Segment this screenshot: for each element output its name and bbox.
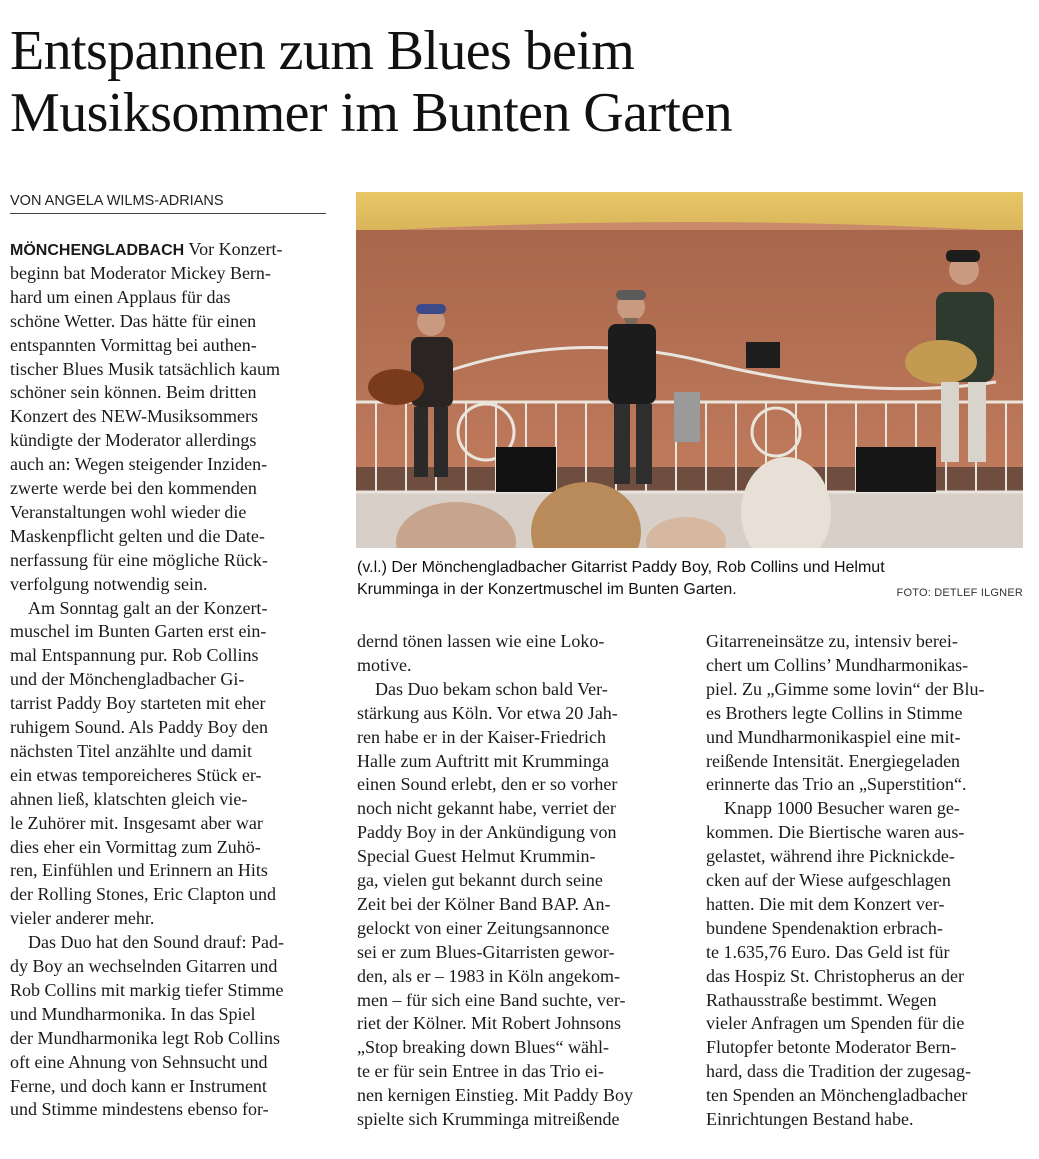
article-line: Special Guest Helmut Krummin- — [357, 846, 596, 867]
article-line: Knapp 1000 Besucher waren ge- — [724, 798, 960, 819]
article-line: Ferne, und doch kann er Instrument — [10, 1075, 267, 1096]
article-line: vieler Anfragen um Spenden für die — [706, 1013, 965, 1034]
article-line: chert um Collins’ Mundharmonikas- — [706, 654, 969, 675]
article-line: men – für sich eine Band suchte, ver- — [357, 989, 626, 1010]
article-line: Einrichtungen Bestand habe. — [706, 1109, 914, 1129]
article-line: nen kernigen Einstieg. Mit Paddy Boy — [357, 1085, 633, 1106]
article-line: noch nicht gekannt habe, verriet der — [357, 798, 616, 819]
article-text: Vor Konzert- — [184, 239, 283, 259]
article-line: den, als er – 1983 in Köln angekom- — [357, 965, 620, 986]
article-line: reißende Intensität. Energiegeladen — [706, 750, 961, 771]
article-line: sei er zum Blues-Gitarristen gewor- — [357, 941, 615, 962]
article-line: stärkung aus Köln. Vor etwa 20 Jah- — [357, 702, 618, 723]
article-line: kündigte der Moderator allerdings — [10, 430, 257, 451]
article-line: ein etwas temporeicheres Stück er- — [10, 764, 262, 785]
article-line: und Stimme mindestens ebenso for- — [10, 1099, 269, 1120]
article-line: das Hospiz St. Christopherus an der — [706, 965, 964, 986]
article-line: Paddy Boy in der Ankündigung von — [357, 822, 617, 843]
article-line: Zeit bei der Kölner Band BAP. An- — [357, 893, 611, 914]
article-line: dy Boy an wechselnden Gitarren und — [10, 956, 278, 976]
article-line: te 1.635,76 Euro. Das Geld ist für — [706, 941, 950, 962]
article-line: hard um einen Applaus für das — [10, 286, 231, 307]
article-line: nerfassung für eine mögliche Rück- — [10, 549, 268, 570]
dateline: MÖNCHENGLADBACH — [10, 242, 185, 259]
photo-credit: FOTO: DETLEF ILGNER — [896, 587, 1023, 599]
article-line: tarrist Paddy Boy starteten mit eher — [10, 693, 266, 714]
article-line: spielte sich Krumminga mitreißende — [357, 1109, 620, 1129]
caption-line: Krumminga in der Konzertmuschel im Bunten Garten. — [357, 581, 737, 598]
article-line: es Brothers legte Collins in Stimme — [706, 702, 963, 723]
article-line: tischer Blues Musik tatsächlich kaum — [10, 358, 280, 379]
headline-line: Musiksommer im Bunten Garten — [10, 82, 733, 144]
article-line: zwerte werde bei den kommenden — [10, 478, 257, 498]
concert-photo — [356, 192, 1023, 548]
article-line: schöne Wetter. Das hätte für einen — [10, 310, 257, 331]
byline: VON ANGELA WILMS-ADRIANS — [10, 193, 326, 214]
article-line — [10, 238, 283, 262]
article-line: dernd tönen lassen wie eine Loko- — [357, 631, 605, 651]
article-line: „Stop breaking down Blues“ wähl- — [357, 1037, 609, 1058]
article-line: mal Entspannung pur. Rob Collins — [10, 645, 259, 666]
article-line: der Rolling Stones, Eric Clapton und — [10, 884, 276, 905]
article-line: vieler anderer mehr. — [10, 908, 155, 929]
article-line: hatten. Die mit dem Konzert ver- — [706, 893, 945, 914]
article-line: riet der Kölner. Mit Robert Johnsons — [357, 1013, 621, 1034]
article-line: Das Duo bekam schon bald Ver- — [375, 678, 608, 699]
article-line: ga, vielen gut bekannt durch seine — [357, 870, 603, 890]
article-line: Konzert des NEW-Musiksommers — [10, 406, 258, 427]
article-line: einen Sound erlebt, den er so vorher — [357, 774, 618, 795]
article-line: gelockt von einer Zeitungsannonce — [357, 917, 610, 938]
article-line: Maskenpflicht gelten und die Date- — [10, 525, 265, 546]
headline-line: Entspannen zum Blues beim — [10, 20, 635, 82]
article-line: muschel im Bunten Garten erst ein- — [10, 621, 267, 642]
article-line: Flutopfer betonte Moderator Bern- — [706, 1037, 957, 1058]
article-line: ren, Einfühlen und Erinnern an Hits — [10, 860, 268, 881]
article-line: hard, dass die Tradition der zugesag- — [706, 1061, 971, 1082]
article-line: motive. — [357, 654, 412, 675]
article-line: cken auf der Wiese aufgeschlagen — [706, 870, 951, 890]
article-line: ruhigem Sound. Als Paddy Boy den — [10, 717, 269, 737]
article-line: und der Mönchengladbacher Gi- — [10, 669, 245, 690]
article-line: Veranstaltungen wohl wieder die — [10, 501, 247, 522]
article-line: Rathausstraße bestimmt. Wegen — [706, 989, 937, 1010]
article-line: der Mundharmonika legt Rob Collins — [10, 1027, 280, 1048]
article-line: Am Sonntag galt an der Konzert- — [28, 597, 268, 618]
article-line: piel. Zu „Gimme some lovin“ der Blu- — [706, 678, 985, 699]
article-line: Gitarreneinsätze zu, intensiv berei- — [706, 631, 958, 651]
article-line: nächsten Titel anzählte und damit — [10, 740, 252, 761]
article-line: ten Spenden an Mönchengladbacher — [706, 1085, 968, 1106]
article-line: te er für sein Entree in das Trio ei- — [357, 1061, 604, 1082]
article-line: Das Duo hat den Sound drauf: Pad- — [28, 932, 284, 953]
article-line: entspannten Vormittag bei authen- — [10, 334, 257, 355]
article-line: bundene Spendenaktion erbrach- — [706, 917, 943, 938]
article-line: und Mundharmonikaspiel eine mit- — [706, 726, 961, 747]
article-line: beginn bat Moderator Mickey Bern- — [10, 262, 271, 283]
article-line: verfolgung notwendig sein. — [10, 573, 208, 594]
article-line: dies eher ein Vormittag zum Zuhö- — [10, 836, 261, 857]
article-line: le Zuhörer mit. Insgesamt aber war — [10, 812, 263, 833]
article-line: schöner sein können. Beim dritten — [10, 382, 257, 403]
article-line: ren habe er in der Kaiser-Friedrich — [357, 726, 607, 747]
headline — [10, 20, 1030, 144]
article-line: Halle zum Auftritt mit Krumminga — [357, 750, 609, 771]
article-line: Rob Collins mit markig tiefer Stimme — [10, 979, 284, 1000]
article-line: oft eine Ahnung von Sehnsucht und — [10, 1051, 268, 1072]
article-line: ahnen ließ, klatschten gleich vie- — [10, 788, 248, 809]
article-line: und Mundharmonika. In das Spiel — [10, 1003, 256, 1024]
article-line: auch an: Wegen steigender Inziden- — [10, 454, 268, 475]
article-line: kommen. Die Biertische waren aus- — [706, 822, 965, 843]
caption-line: (v.l.) Der Mönchengladbacher Gitarrist Paddy Boy, Rob Collins und Helmut — [357, 559, 885, 576]
article-line: gelastet, während ihre Picknickde- — [706, 846, 955, 867]
article-line: erinnerte das Trio an „Superstition“. — [706, 774, 967, 795]
